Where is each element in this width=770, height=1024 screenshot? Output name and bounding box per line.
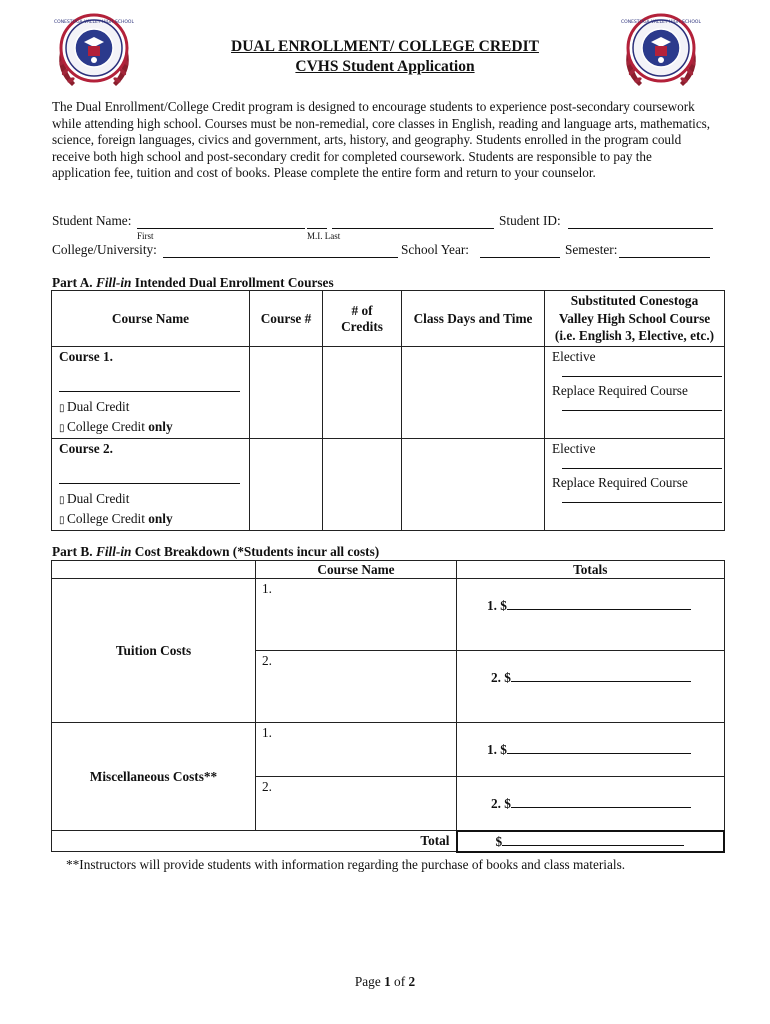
last-name-field[interactable] [332, 214, 494, 229]
school-year-label: School Year: [401, 242, 469, 257]
tuition-course-2[interactable]: 2. [256, 651, 457, 723]
checkbox-icon[interactable]: ▯ [59, 403, 65, 414]
replace-required-option[interactable]: Replace Required Course [552, 383, 688, 398]
course-row [52, 347, 725, 439]
student-id-label: Student ID: [499, 213, 561, 228]
misc-total-2-label: 2. $ [491, 796, 511, 811]
misc-course-2[interactable]: 2. [256, 777, 457, 831]
misc-course-1[interactable]: 1. [256, 723, 457, 777]
misc-total-1-label: 1. $ [487, 742, 507, 757]
college-credit-option[interactable]: College Credit [67, 511, 145, 526]
course-name-field[interactable] [59, 483, 240, 484]
college-field[interactable] [163, 243, 398, 258]
svg-text:CONESTOGA VALLEY HIGH SCHOOL: CONESTOGA VALLEY HIGH SCHOOL [621, 20, 701, 25]
page-of: of [394, 974, 406, 989]
page-current: 1 [384, 974, 391, 989]
tuition-total-2 [457, 651, 725, 723]
tuition-total-1 [457, 579, 725, 651]
class-days-cell[interactable] [402, 347, 545, 439]
part-b-blank-header [52, 561, 256, 579]
course-row [52, 439, 725, 531]
col-b-totals: Totals [457, 561, 725, 579]
part-b-heading: Part B. Fill-in Cost Breakdown (*Students incur all costs) [52, 544, 380, 559]
checkbox-icon[interactable]: ▯ [59, 515, 65, 526]
elective-option[interactable]: Elective [552, 441, 596, 456]
student-id-field[interactable] [568, 214, 713, 229]
svg-text:CONESTOGA VALLEY HIGH SCHOOL: CONESTOGA VALLEY HIGH SCHOOL [54, 20, 134, 25]
elective-option[interactable]: Elective [552, 349, 596, 364]
replace-required-field[interactable] [562, 410, 722, 411]
course-label: Course 1. [59, 349, 113, 364]
first-name-field[interactable] [137, 214, 305, 229]
page-number [0, 974, 770, 990]
course-number-cell[interactable] [250, 347, 323, 439]
col-credits: # of Credits [323, 291, 402, 347]
grand-total-cell [457, 831, 725, 852]
footnote: **Instructors will provide students with information regarding the purchase of books and class materials. [66, 857, 626, 872]
course-name-field[interactable] [59, 391, 240, 392]
elective-field[interactable] [562, 468, 722, 469]
tuition-total-1-field[interactable] [507, 597, 691, 610]
tuition-course-1[interactable]: 1. [256, 579, 457, 651]
misc-costs-label: Miscellaneous Costs** [52, 723, 256, 831]
col-substituted-course: Substituted Conestoga Valley High School Course (i.e. English 3, Elective, etc.) [545, 291, 725, 347]
part-a-heading: Part A. Fill-in Intended Dual Enrollment Courses [52, 275, 334, 290]
credits-cell[interactable] [323, 439, 402, 531]
total-label: Total [52, 831, 457, 852]
checkbox-icon[interactable]: ▯ [59, 423, 65, 434]
grand-total-sign: $ [495, 833, 503, 849]
tuition-total-2-label: 2. $ [491, 670, 511, 685]
college-credit-option[interactable]: College Credit [67, 419, 145, 434]
page-prefix: Page [354, 974, 381, 989]
tuition-total-2-field[interactable] [511, 669, 691, 682]
page-total: 2 [408, 974, 416, 989]
tuition-total-1-label: 1. $ [487, 598, 507, 613]
grand-total-field[interactable] [502, 834, 684, 846]
school-year-field[interactable] [480, 243, 560, 258]
col-class-days: Class Days and Time [402, 291, 545, 347]
dual-credit-option[interactable]: Dual Credit [67, 491, 130, 506]
misc-total-1 [457, 723, 725, 777]
form-title-line1: DUAL ENROLLMENT/ COLLEGE CREDIT [231, 38, 539, 55]
part-a-table [51, 290, 725, 531]
tuition-costs-label: Tuition Costs [52, 579, 256, 723]
intro-paragraph: The Dual Enrollment/College Credit program is designed to encourage students to experience post-secondary coursework while attending high school. Courses must be non-remedial, core classes in English, reading and language arts, mathematics, science, foreign languages, civics and government, arts, history, and geography. Students enrolled in the program could receive both high school and post-secondary credit for completed coursework. Students are responsible to pay the application fee, tuition and cost of books. Please complete the entire form and return to your counselor. [52, 99, 711, 181]
part-a-header-row [52, 291, 725, 347]
middle-initial-field[interactable] [307, 214, 327, 229]
semester-label: Semester: [565, 242, 618, 257]
col-b-course-name: Course Name [256, 561, 457, 579]
replace-required-field[interactable] [562, 502, 722, 503]
col-course-name: Course Name [52, 291, 250, 347]
semester-field[interactable] [619, 243, 710, 258]
mi-last-sublabel: M.I. Last [307, 231, 341, 241]
credits-cell[interactable] [323, 347, 402, 439]
misc-total-1-field[interactable] [507, 741, 691, 754]
course-number-cell[interactable] [250, 439, 323, 531]
form-title-line2: CVHS Student Application [295, 58, 475, 75]
student-name-label: Student Name: [52, 213, 132, 228]
class-days-cell[interactable] [402, 439, 545, 531]
part-b-header-row [52, 561, 725, 579]
checkbox-icon[interactable]: ▯ [59, 495, 65, 506]
course-label: Course 2. [59, 441, 113, 456]
elective-field[interactable] [562, 376, 722, 377]
replace-required-option[interactable]: Replace Required Course [552, 475, 688, 490]
college-label: College/University: [52, 242, 157, 257]
col-course-number: Course # [250, 291, 323, 347]
first-sublabel: First [137, 231, 154, 241]
only-emphasis: only [148, 511, 173, 526]
part-b-table [51, 560, 725, 853]
dual-credit-option[interactable]: Dual Credit [67, 399, 130, 414]
misc-total-2 [457, 777, 725, 831]
misc-total-2-field[interactable] [511, 795, 691, 808]
only-emphasis: only [148, 419, 173, 434]
